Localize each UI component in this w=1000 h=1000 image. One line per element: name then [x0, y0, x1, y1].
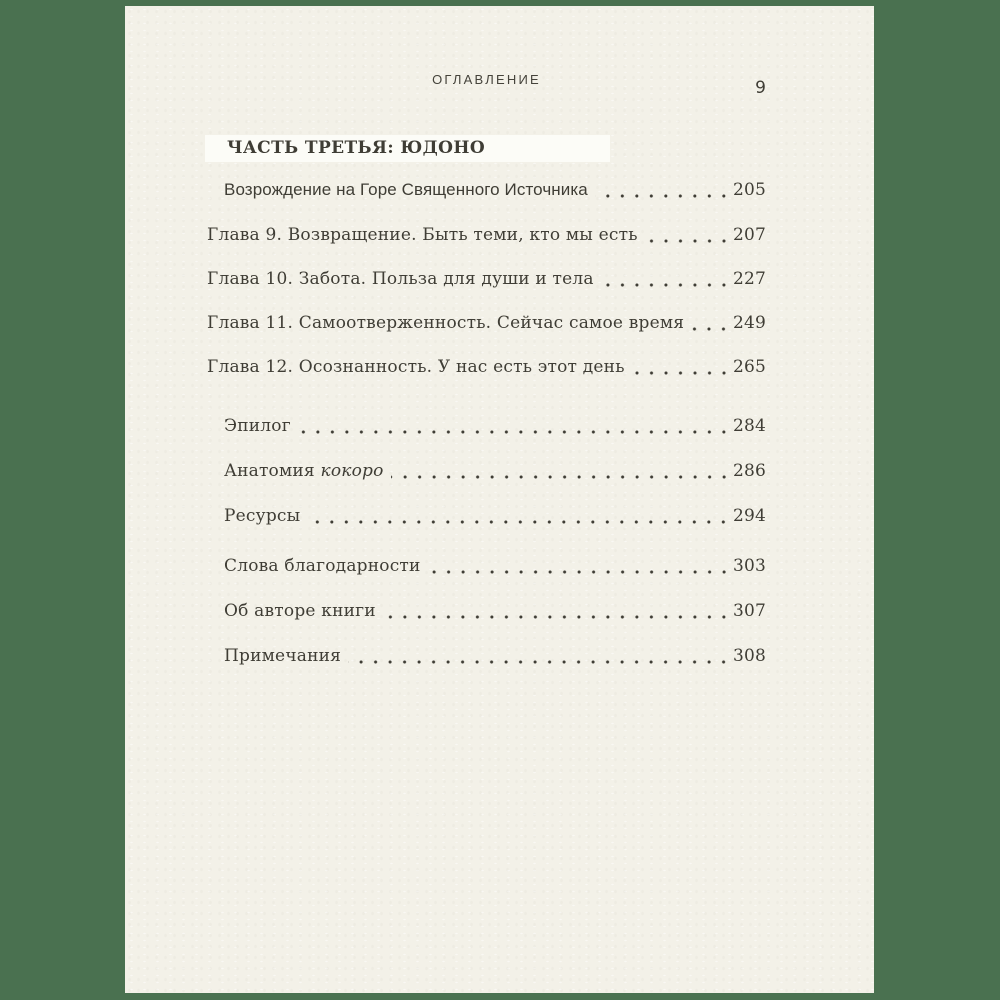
toc-entry-page: 205 — [732, 180, 766, 200]
toc-entry-page: 303 — [732, 556, 766, 576]
toc-section-part-intro — [207, 180, 766, 202]
part-heading: ЧАСТЬ ТРЕТЬЯ: ЮДОНО — [227, 138, 486, 158]
part-heading-highlight — [205, 135, 610, 162]
toc-entry-page: 284 — [732, 416, 766, 436]
toc-entry — [207, 313, 766, 335]
book-page — [125, 6, 874, 993]
toc-entry-page: 307 — [732, 601, 766, 621]
toc-entry-title: Слова благодарности — [224, 556, 421, 576]
toc-entry-title: Глава 12. Осознанность. У нас есть этот день — [207, 357, 625, 377]
toc-entry — [207, 646, 766, 668]
dot-leader — [383, 615, 732, 620]
dot-leader — [691, 327, 732, 332]
dot-leader — [348, 660, 732, 665]
toc-entry — [207, 601, 766, 623]
toc-entry-title: Примечания — [224, 646, 342, 666]
running-title: ОГЛАВЛЕНИЕ — [432, 72, 541, 87]
toc-entry-title: Об авторе книги — [224, 601, 376, 621]
toc-entry — [207, 269, 766, 291]
toc-entry-page: 265 — [732, 357, 766, 377]
toc-list — [207, 180, 766, 668]
toc-entry-title: Глава 11. Самоотверженность. Сейчас самое время — [207, 313, 685, 333]
page-number: 9 — [755, 78, 766, 98]
toc-section-chapters — [207, 225, 766, 379]
dot-leader — [601, 283, 732, 288]
toc-section-back-matter — [207, 416, 766, 668]
toc-entry — [207, 416, 766, 438]
toc-entry-title-italic: кокоро — [320, 461, 384, 481]
toc-entry-title: Ресурсы — [224, 506, 301, 526]
toc-entry-page: 227 — [732, 269, 766, 289]
dot-leader — [595, 194, 732, 199]
toc-entry — [207, 225, 766, 247]
running-header — [207, 6, 766, 98]
toc-entry-title: Эпилог — [224, 416, 291, 436]
dot-leader — [645, 239, 732, 244]
dot-leader — [307, 520, 732, 525]
toc-entry-title: Анатомия — [224, 461, 321, 481]
toc-entry-title: Глава 10. Забота. Польза для души и тела — [207, 269, 594, 289]
toc-entry-page: 207 — [732, 225, 766, 245]
toc-entry-page: 249 — [732, 313, 766, 333]
page-content — [207, 6, 766, 668]
toc-entry — [207, 357, 766, 379]
toc-entry — [207, 180, 766, 202]
toc-entry-page: 308 — [732, 646, 766, 666]
dot-leader — [298, 430, 732, 435]
toc-entry-title: Глава 9. Возвращение. Быть теми, кто мы есть — [207, 225, 638, 245]
toc-entry — [207, 556, 766, 578]
dot-leader — [428, 570, 732, 575]
toc-entry-page: 286 — [732, 461, 766, 481]
toc-entry — [207, 506, 766, 528]
toc-entry-title: Возрождение на Горе Священного Источника — [224, 180, 588, 199]
toc-entry — [207, 461, 766, 483]
dot-leader — [391, 475, 732, 480]
dot-leader — [632, 371, 732, 376]
toc-entry-page: 294 — [732, 506, 766, 526]
